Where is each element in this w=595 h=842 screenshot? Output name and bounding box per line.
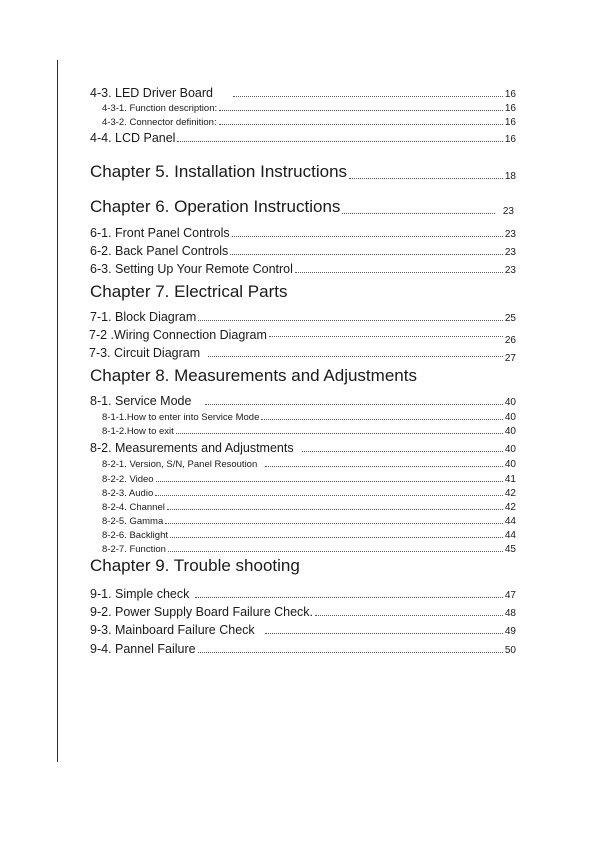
toc-entry-title: 4-4. LCD Panel — [90, 131, 176, 145]
toc-entry[interactable] — [102, 474, 516, 485]
toc-entry-page: 23 — [504, 265, 516, 276]
toc-entry-page: 40 — [504, 459, 516, 470]
toc-entry[interactable] — [102, 103, 516, 114]
toc-leader — [165, 523, 503, 524]
toc-chapter-entry[interactable] — [90, 197, 514, 217]
toc-entry-page: 41 — [504, 474, 516, 485]
toc-entry[interactable] — [102, 502, 516, 513]
toc-entry-title: 4-3-1. Function description: — [102, 103, 218, 114]
toc-entry-title: 9-2. Power Supply Board Failure Check. — [90, 605, 314, 619]
toc-leader — [269, 336, 503, 337]
toc-entry-title: 7-1. Block Diagram — [90, 310, 197, 324]
toc-entry-title: 8-2-2. Video — [102, 474, 154, 485]
toc-entry-page: 16 — [504, 89, 516, 100]
toc-entry-title: 4-3-2. Connector definition: — [102, 117, 217, 128]
toc-entry-title: 8-1. Service Mode — [90, 394, 192, 408]
toc-entry[interactable] — [90, 394, 516, 408]
toc-leader — [155, 495, 503, 496]
toc-entry-page: 40 — [504, 426, 516, 437]
toc-entry-title: 8-1-1.How to enter into Service Mode — [102, 412, 260, 423]
toc-leader — [265, 466, 503, 467]
toc-entry[interactable] — [102, 544, 516, 555]
toc-entry[interactable] — [90, 587, 516, 601]
toc-entry-title: 8-2-1. Version, S/N, Panel Resoution — [102, 459, 258, 470]
toc-entry-page: 16 — [504, 134, 516, 145]
toc-leader — [168, 551, 503, 552]
toc-entry-title: 8-2-6. Backlight — [102, 530, 169, 541]
toc-entry-page: 45 — [504, 544, 516, 555]
toc-leader — [198, 652, 503, 653]
toc-leader — [342, 213, 494, 214]
toc-leader — [167, 509, 503, 510]
toc-leader — [265, 633, 503, 634]
toc-entry-page: 42 — [504, 488, 516, 499]
toc-entry[interactable] — [90, 441, 516, 455]
toc-entry-title: Chapter 6. Operation Instructions — [90, 197, 341, 216]
toc-entry-title: 9-4. Pannel Failure — [90, 642, 196, 656]
toc-entry[interactable] — [90, 86, 516, 100]
toc-entry-page: 42 — [504, 502, 516, 513]
toc-entry-title: 9-3. Mainboard Failure Check — [90, 623, 255, 637]
toc-entry[interactable] — [102, 516, 516, 527]
toc-leader — [170, 537, 503, 538]
toc-entry[interactable] — [102, 426, 516, 437]
toc-entry[interactable] — [89, 346, 516, 364]
toc-entry-title: 8-2-3. Audio — [102, 488, 154, 499]
toc-leader — [295, 272, 503, 273]
toc-entry-title: 9-1. Simple check — [90, 587, 190, 601]
toc-leader — [208, 356, 503, 357]
toc-leader — [230, 254, 503, 255]
toc-entry-page: 50 — [504, 645, 516, 656]
toc-leader — [302, 451, 503, 452]
toc-entry-page: 40 — [504, 397, 516, 408]
toc-entry-page: 49 — [504, 626, 516, 637]
toc-entry-page: 26 — [504, 335, 516, 346]
toc-chapter-entry[interactable] — [90, 162, 516, 182]
toc-entry-title: 8-2-4. Channel — [102, 502, 165, 513]
toc-entry-title: 8-2-7. Function — [102, 544, 166, 555]
toc-entry-page: 23 — [502, 206, 514, 217]
toc-entry[interactable] — [90, 310, 516, 324]
toc-entry-title: 6-2. Back Panel Controls — [90, 244, 229, 258]
toc-entry[interactable] — [102, 530, 516, 541]
toc-entry-page: 48 — [504, 608, 516, 619]
toc-entry[interactable] — [90, 226, 516, 240]
toc-entry[interactable] — [102, 412, 516, 423]
toc-entry-page: 27 — [504, 353, 516, 364]
toc-entry[interactable] — [90, 131, 516, 145]
toc-leader — [176, 433, 503, 434]
toc-leader — [219, 110, 503, 111]
toc-entry-title: 6-3. Setting Up Your Remote Control — [90, 262, 293, 276]
toc-entry-page: 44 — [504, 530, 516, 541]
toc-entry-page: 25 — [504, 313, 516, 324]
toc-leader — [177, 141, 502, 142]
toc-entry[interactable] — [89, 328, 516, 346]
toc-entry-title: 7-3. Circuit Diagram — [89, 346, 201, 360]
toc-entry-page: 16 — [504, 117, 516, 128]
toc-entry[interactable] — [90, 244, 516, 258]
toc-entry-title: 8-2-5. Gamma — [102, 516, 164, 527]
toc-leader — [315, 615, 503, 616]
toc-entry-title: 6-1. Front Panel Controls — [90, 226, 230, 240]
toc-leader — [195, 597, 503, 598]
toc-entry-page: 23 — [504, 229, 516, 240]
toc-entry-title: 7-2 .Wiring Connection Diagram — [89, 328, 267, 342]
toc-entry[interactable] — [90, 262, 516, 276]
toc-leader — [205, 404, 502, 405]
toc-entry-page: 47 — [504, 590, 516, 601]
toc-entry-page: 16 — [504, 103, 516, 114]
toc-entry-title: 8-1-2.How to exit — [102, 426, 174, 437]
toc-leader — [219, 124, 503, 125]
chapter-heading: Chapter 9. Trouble shooting — [90, 556, 300, 575]
toc-leader — [198, 320, 503, 321]
toc-entry-page: 44 — [504, 516, 516, 527]
toc-entry-title: 8-2. Measurements and Adjustments — [90, 441, 294, 455]
toc-leader — [233, 96, 503, 97]
chapter-heading: Chapter 8. Measurements and Adjustments — [90, 366, 417, 385]
toc-leader — [261, 419, 503, 420]
toc-leader — [156, 481, 503, 482]
toc-entry-page: 18 — [504, 171, 516, 182]
toc-entry[interactable] — [102, 488, 516, 499]
toc-entry[interactable] — [102, 459, 516, 470]
toc-leader — [349, 178, 503, 179]
toc-entry-page: 23 — [504, 247, 516, 258]
toc-entry-title: 4-3. LED Driver Board — [90, 86, 213, 100]
toc-entry[interactable] — [102, 117, 516, 128]
toc-entry[interactable] — [90, 605, 516, 619]
toc-leader — [232, 236, 503, 237]
toc-entry[interactable] — [90, 623, 516, 637]
toc-entry[interactable] — [90, 642, 516, 656]
toc-entry-title: Chapter 5. Installation Instructions — [90, 162, 348, 181]
chapter-heading: Chapter 7. Electrical Parts — [90, 282, 288, 301]
toc-entry-page: 40 — [504, 444, 516, 455]
toc-entry-page: 40 — [504, 412, 516, 423]
